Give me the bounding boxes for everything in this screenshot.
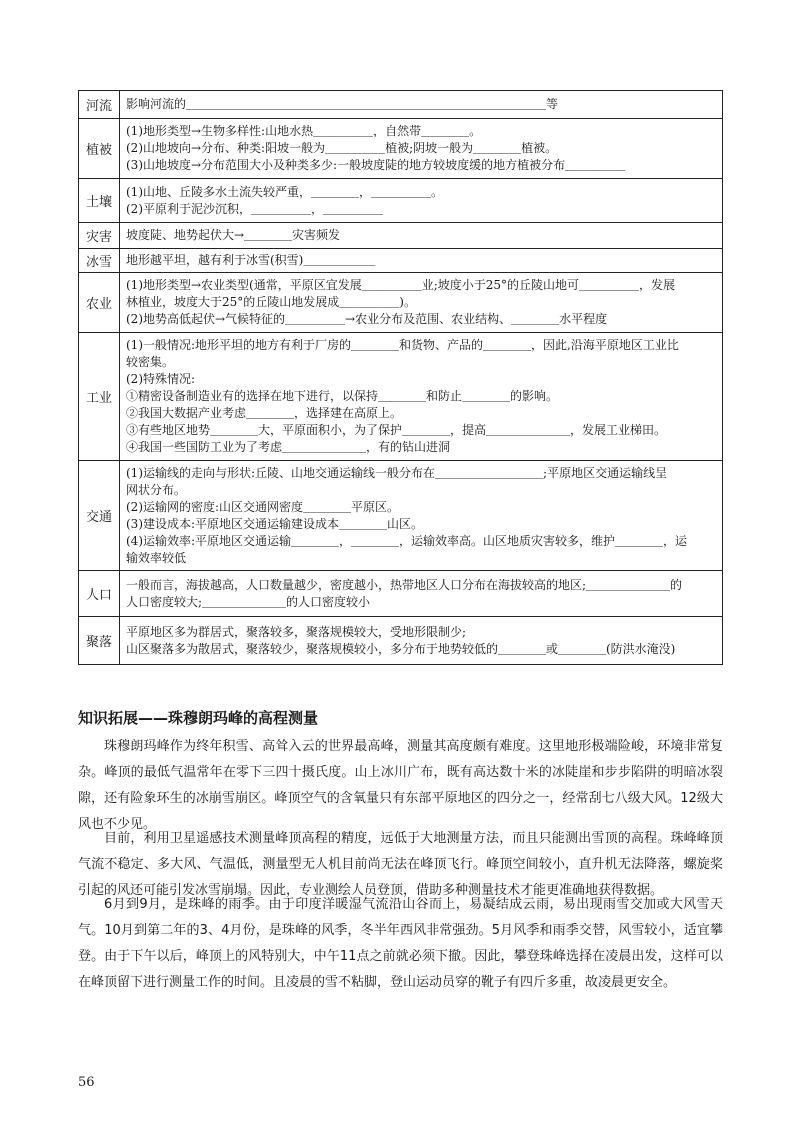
content-line: (1)地形类型→农业类型(通常，平原区宜发展＿＿＿＿＿业;坡度小于25°的丘陵山地可＿＿＿＿＿，发展 — [126, 278, 676, 292]
content-line: 影响河流的＿＿＿＿＿＿＿＿＿＿＿＿＿＿＿＿＿＿＿＿＿＿＿＿＿＿＿＿＿＿等 — [126, 97, 559, 111]
content-line: (4)运输效率:平原地区交通运输＿＿＿＿，＿＿＿＿，运输效率高。山区地质灾害较多，维护＿＿＿＿，运 — [126, 533, 688, 548]
section-title: 知识拓展——珠穆朗玛峰的高程测量 — [78, 709, 319, 727]
page-number: 56 — [78, 1075, 95, 1090]
content-line: 林植业，坡度大于25°的丘陵山地发展成＿＿＿＿＿)。 — [126, 295, 416, 309]
paragraph: 6月到9月，是珠峰的雨季。由于印度洋暖湿气流沿山谷而上，易凝结成云雨，易出现雨雪交加或大风雪天气。10月到第二年的3、4月份，是珠峰的风季，冬半年西风非常强劲。5月风季和雨季交替，风雪较小，适宜攀登。由于下午以后，峰顶上的风特别大，中午11点之前就必须下撤。因此，攀登珠峰选择在凌晨出发，这样可以在峰顶留下进行测量工作的时间。且凌晨的雪不粘脚，登山运动员穿的靴子有四斤多重，故凌晨更安全。 — [78, 897, 723, 990]
knowledge-table — [78, 90, 723, 665]
content-line: (1)运输线的走向与形状:丘陵、山地交通运输线一般分布在＿＿＿＿＿＿＿＿＿;平原地区交通运输线呈 — [126, 465, 668, 480]
content-line: (2)山地坡向→分布、种类:阳坡一般为＿＿＿＿＿植被;阴坡一般为＿＿＿＿植被。 — [126, 141, 558, 155]
row-content — [120, 119, 723, 179]
row-header: 冰雪 — [79, 249, 120, 273]
row-content — [120, 273, 723, 333]
row-content — [120, 91, 723, 119]
content-line: ②我国大数据产业考虑＿＿＿＿，选择建在高原上。 — [126, 406, 403, 420]
content-line: (1)一般情况:地形平坦的地方有利于厂房的＿＿＿＿和货物、产品的＿＿＿＿，因此,沿海平原地区工业比 — [126, 338, 679, 352]
table-row — [79, 179, 723, 223]
row-header: 人口 — [79, 571, 120, 617]
table-row — [79, 571, 723, 617]
row-content — [120, 461, 723, 571]
table-row — [79, 91, 723, 119]
paragraph: 珠穆朗玛峰作为终年积雪、高耸入云的世界最高峰，测量其高度颇有难度。这里地形极端险峻，环境非常复杂。峰顶的最低气温常年在零下三四十摄氏度。山上冰川广布，既有高达数十米的冰陡崖和步步陷阱的明暗冰裂隙，还有险象环生的冰崩雪崩区。峰顶空气的含氧量只有东部平原地区的四分之一，经常刮七八级大风。12级大风也不少见。 — [78, 739, 723, 832]
content-line: ①精密设备制造业有的选择在地下进行，以保持＿＿＿＿和防止＿＿＿＿的影响。 — [126, 389, 559, 403]
content-line: 地形越平坦，越有利于冰雪(积雪)＿＿＿＿＿＿ — [126, 253, 376, 267]
content-line: (2)特殊情况: — [126, 372, 196, 386]
row-content — [120, 179, 723, 223]
content-line: (3)山地坡度→分布范围大小及种类多少:一般坡度陡的地方较坡度缓的地方植被分布＿＿＿＿＿ — [126, 158, 626, 172]
content-line: 输效率较低 — [126, 550, 187, 565]
row-header: 土壤 — [79, 179, 120, 223]
row-header: 灾害 — [79, 223, 120, 249]
row-header: 农业 — [79, 273, 120, 333]
row-content — [120, 249, 723, 273]
row-content — [120, 571, 723, 617]
content-line: (3)建设成本:平原地区交通运输建设成本＿＿＿＿山区。 — [126, 516, 424, 531]
table-row — [79, 617, 723, 665]
row-header: 聚落 — [79, 617, 120, 665]
table-row — [79, 119, 723, 179]
table-row — [79, 333, 723, 461]
content-line: 较密集。 — [126, 355, 175, 369]
row-header: 河流 — [79, 91, 120, 119]
table-row — [79, 461, 723, 571]
content-line: 一般而言，海拔越高，人口数量越少，密度越小，热带地区人口分布在海拔较高的地区;＿＿＿＿＿＿＿的 — [126, 577, 683, 592]
content-line: ③有些地区地势＿＿＿＿大，平原面积小，为了保护＿＿＿＿，提高＿＿＿＿＿＿＿，发展工业梯田。 — [126, 423, 667, 437]
content-line: 人口密度较大;＿＿＿＿＿＿＿的人口密度较小 — [126, 594, 371, 609]
content-line: 坡度陡、地势起伏大→＿＿＿＿灾害频发 — [126, 228, 341, 242]
row-header: 交通 — [79, 461, 120, 571]
content-line: (2)运输网的密度:山区交通网密度＿＿＿＿平原区。 — [126, 499, 400, 514]
table-row — [79, 223, 723, 249]
content-line: 平原地区多为群居式，聚落较多，聚落规模较大，受地形限制少; — [126, 624, 467, 639]
row-content — [120, 617, 723, 665]
content-line: (1)地形类型→生物多样性:山地水热＿＿＿＿＿，自然带＿＿＿＿。 — [126, 124, 482, 138]
content-line: 山区聚落多为散居式，聚落较少，聚落规模较小，多分布于地势较低的＿＿＿＿或＿＿＿＿(防洪水淹没) — [126, 641, 676, 656]
content-line: (1)山地、丘陵多水土流失较严重，＿＿＿＿，＿＿＿＿＿。 — [126, 184, 444, 199]
content-line: (2)地势高低起伏→气候特征的＿＿＿＿＿→农业分布及范围、农业结构、＿＿＿＿水平程度 — [126, 312, 608, 326]
row-header: 植被 — [79, 119, 120, 179]
paragraph: 目前，利用卫星遥感技术测量峰顶高程的精度，远低于大地测量方法，而且只能测出雪顶的高程。珠峰峰顶气流不稳定、多大风、气温低，测量型无人机目前尚无法在峰顶飞行。峰顶空间较小，直升机无法降落，螺旋桨引起的风还可能引发冰雪崩塌。因此，专业测绘人员登顶，借助多种测量技术才能更准确地获得数据。 — [78, 831, 723, 898]
content-line: 网状分布。 — [126, 482, 187, 497]
content-line: (2)平原利于泥沙沉积，＿＿＿＿＿，＿＿＿＿＿ — [126, 201, 383, 216]
table-row — [79, 273, 723, 333]
row-content — [120, 223, 723, 249]
row-content — [120, 333, 723, 461]
row-header: 工业 — [79, 333, 120, 461]
table-row — [79, 249, 723, 273]
content-line: ④我国一些国防工业为了考虑＿＿＿＿＿＿＿，有的钻山进洞 — [126, 440, 451, 454]
